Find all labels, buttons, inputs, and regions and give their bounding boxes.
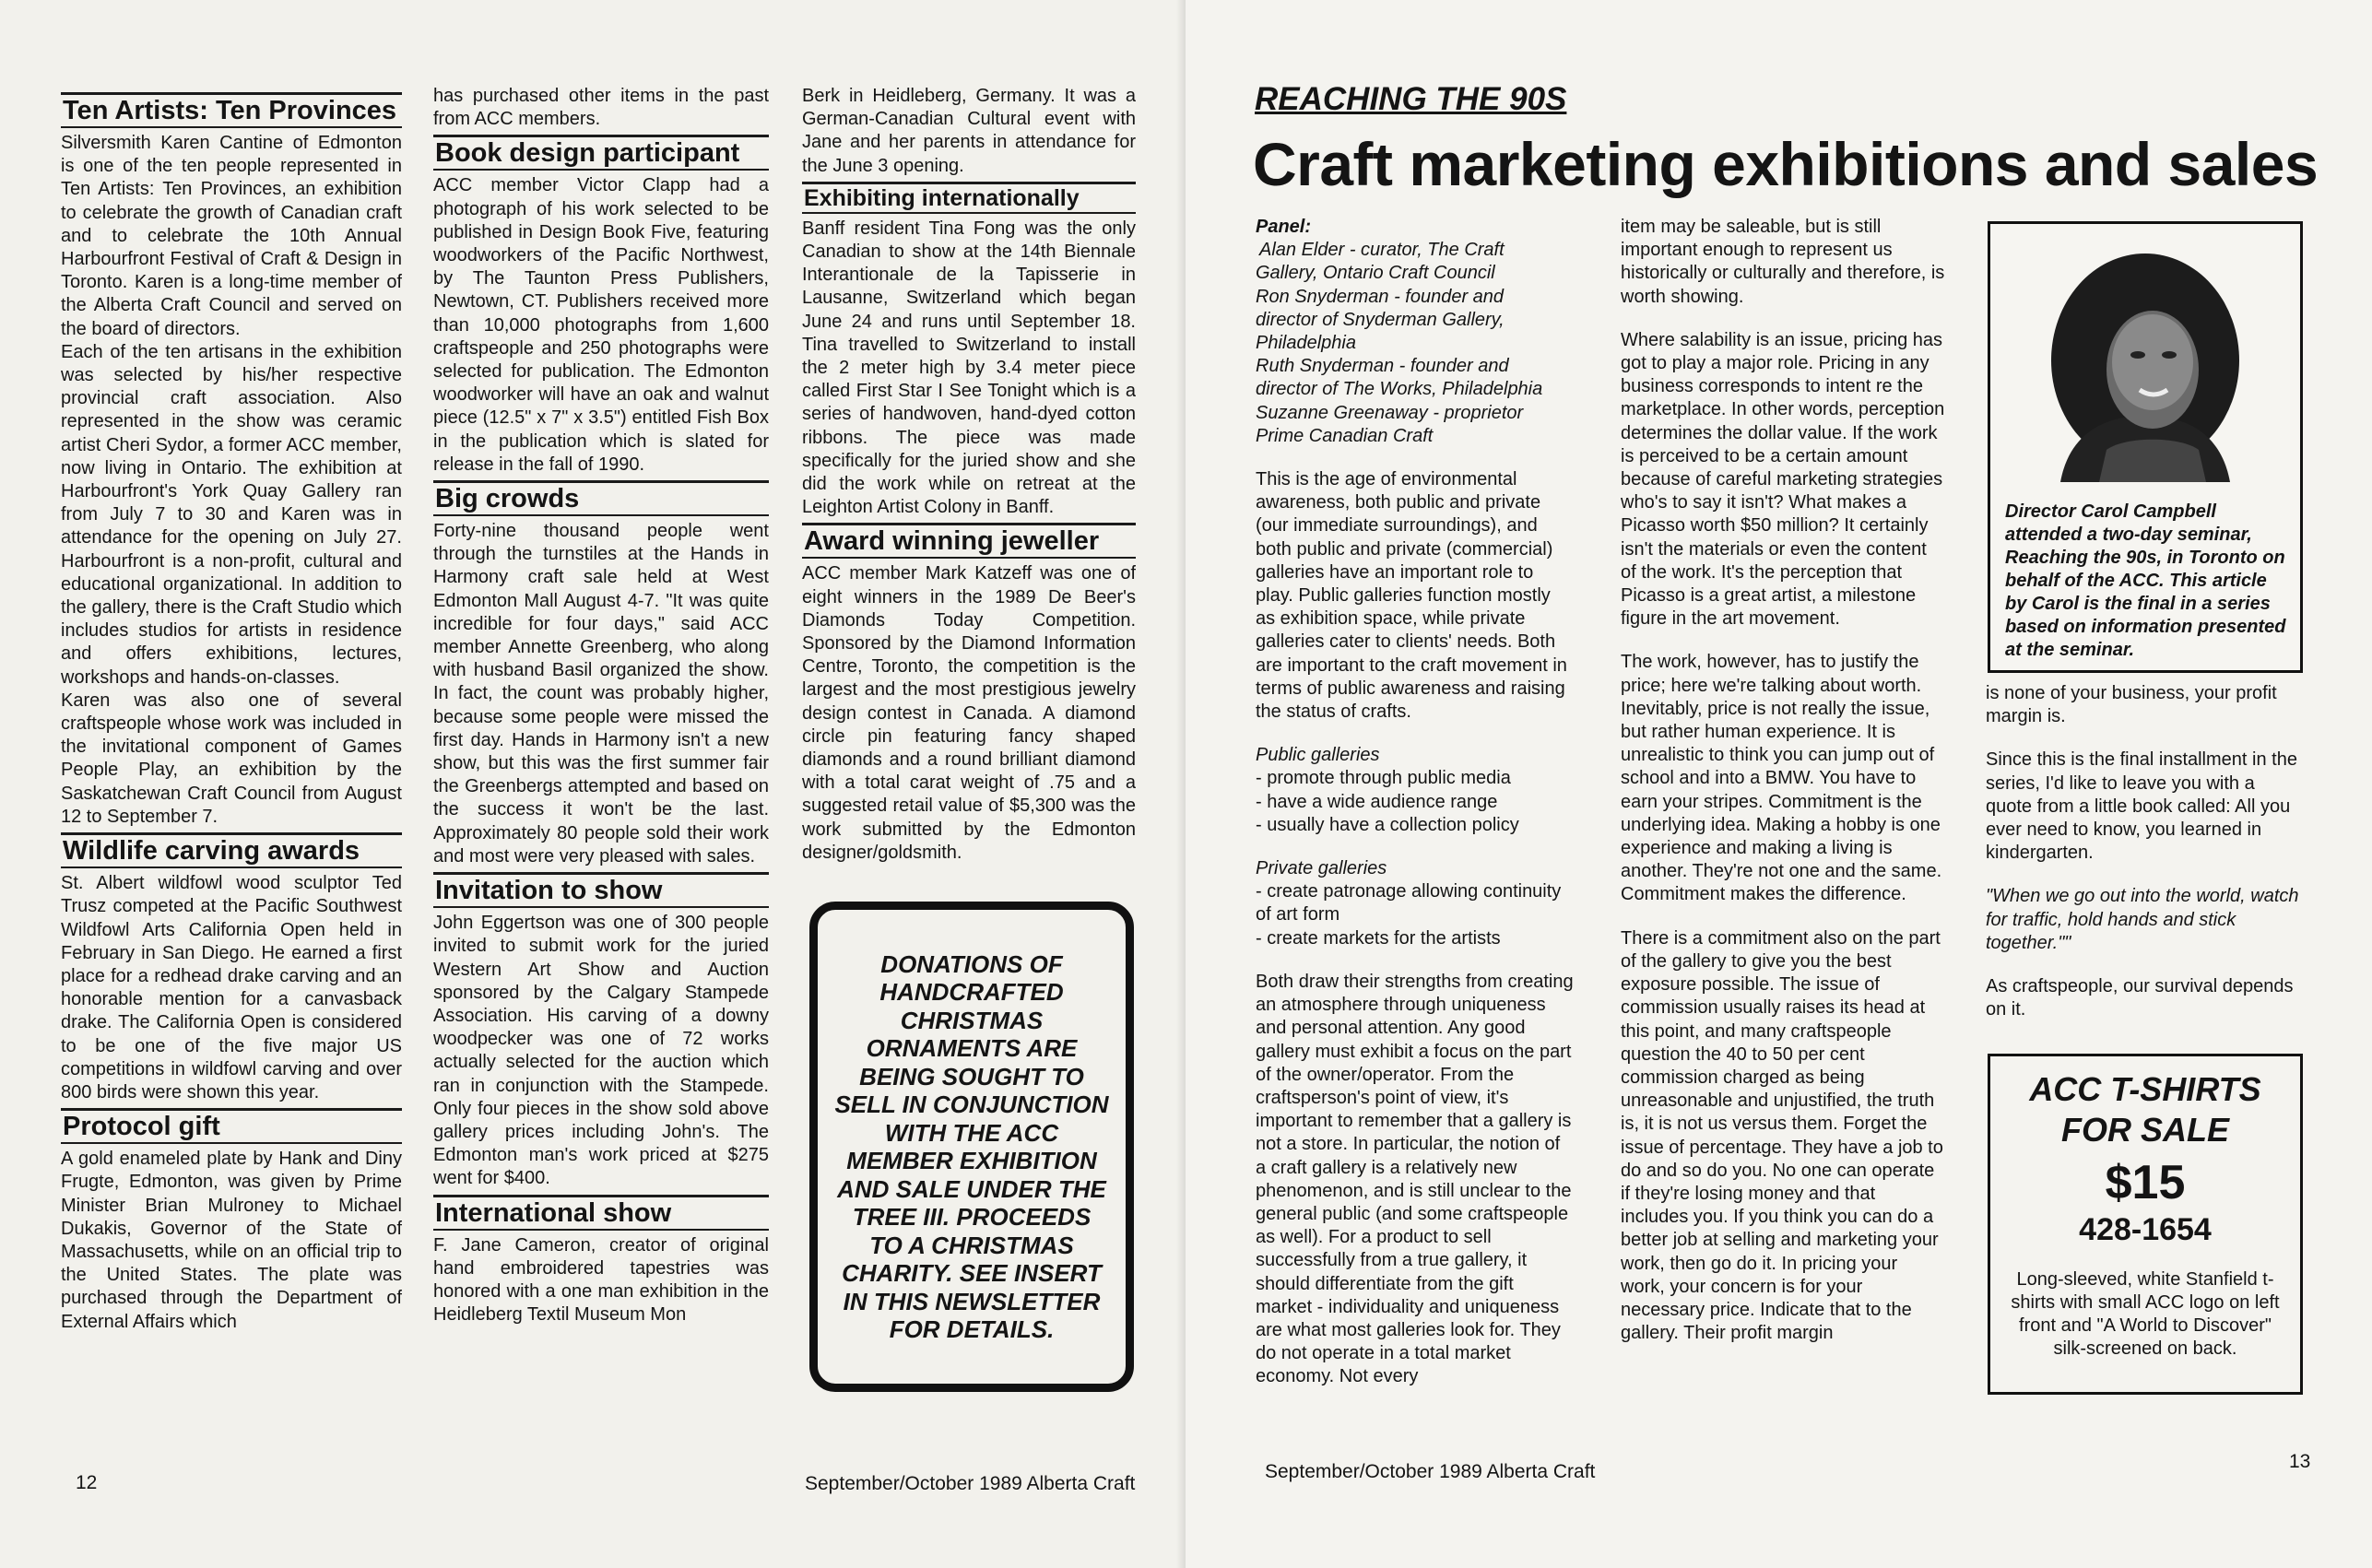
private-item-2: - create markets for the artists <box>1256 927 1501 949</box>
left-column-2 <box>433 85 769 1394</box>
panel-line-3: Ron Snyderman - founder and <box>1256 286 1505 307</box>
panel-label: Panel: <box>1256 217 1312 237</box>
article-para-4: Where salability is an issue, pricing has got to play a major role. Pricing in any business corresponds to intent re the marketplace. In other words, perception determines the dollar value. If the work is perceived to be a certain amount because of careful marketing strategies who's to say it isn't? What makes a Picasso worth $50 million? It certainly isn't the materials or even the content of the work. It's the perception that Picasso is a great artist, a milestone figure in the art movement. <box>1621 329 1945 630</box>
article-para-6: There is a commitment also on the part of the gallery to give you the best exposure possible. The issue of commission usually raises its head at this point, and many craftspeople question the 40 to 50 per cent commission charged as being unreasonable and unjustified, the truth is, it is not us versus them. Forget the issue of percentage. They have a job to do and so do you. No one can operate if they're losing money and that includes you. If you think you can do a better job at selling and marketing your work, then go do it. In pricing your work, your concern is for your necessary price. Indicate that to the gallery. Their profit margin <box>1621 927 1943 1344</box>
article-para-7: is none of your business, your profit margin is. <box>1986 683 2277 727</box>
protocol-para-1: A gold enameled plate by Hank and Diny Frugte, Edmonton, was given by Prime Minister Brian Mulroney to Michael Dukakis, Governor of the State of Massachusetts, while on an official trip to the United States. The plate was purchased through the Department of External Affairs which <box>61 1149 402 1332</box>
jeweller-para-1: ACC member Mark Katzeff was one of eight winners in the 1989 De Beer's Diamonds Today Competition. Sponsored by the Diamond Information Centre, Toronto, the competition is the largest and the most prestigious jewelry design contest in Canada. A diamond circle pin featuring fancy shaped diamonds and a round brilliant diamond with a total carat weight of .75 and a suggested retail value of $5,300 was the work submitted by the Edmonton designer/goldsmith. <box>802 563 1136 863</box>
right-footer: September/October 1989 Alberta Craft <box>1265 1461 1596 1482</box>
heading-invitation: Invitation to show <box>433 872 769 908</box>
ten-artists-para-2: Each of the ten artisans in the exhibition was selected by his/her respective provincial craft association. Also represented in the show was ceramic artist Cheri Sydor, a former ACC member, now living in Ontario. The exhibition at Harbourfront's York Quay Gallery ran from July 7 to 30 and Karen was in attendance for the opening on July 27. Harbourfront is a non-profit, cultural and educational organizational. In addition to the gallery, there is the Craft Studio which includes studios for artists in residence and offers exhibitions, lectures, workshops and hands-on-classes. <box>61 341 402 688</box>
ten-artists-para-3: Karen was also one of several craftspeople whose work was included in the invitational component of Games People Play, an exhibition by the Saskatchewan Craft Council from August 12 to September 7. <box>61 690 402 827</box>
panel-line-6: Ruth Snyderman - founder and <box>1256 356 1509 377</box>
tshirt-phone: 428-1654 <box>2079 1212 2212 1247</box>
heading-international: International show <box>433 1195 769 1231</box>
book-para-1: ACC member Victor Clapp had a photograph of his work selected to be published in Design Book Five, featuring woodworkers of the Pacific Northwest, by The Taunton Press Publishers, Newtown, CT. Publishers received more than 10,000 photographs from 1,600 craftspeople and 250 photographs were selected for publication. The Edmonton woodworker will have an oak and walnut piece (12.5" x 7" x 3.5") entitled Fish Box in the publication which is slated for release in the fall of 1990. <box>433 175 769 475</box>
public-galleries-label: Public galleries <box>1256 745 1380 766</box>
article-headline: Craft marketing exhibitions and sales <box>1253 130 2319 198</box>
author-portrait <box>2042 252 2248 482</box>
ten-artists-para-1: Silversmith Karen Cantine of Edmonton is one of the ten people represented in Ten Artists: Ten Provinces, an exhibition to celebrate the growth of Canadian craft and to celebrate the 10th Annual Harbourfront Festival of Craft & Design in Toronto. Karen is a long-time member of the Alberta Craft Council and served on the board of directors. <box>61 133 402 339</box>
tshirt-ad <box>1988 1054 2303 1395</box>
right-column-2 <box>1621 216 1945 1405</box>
donations-text: DONATIONS OF HANDCRAFTED CHRISTMAS ORNAMENTS ARE BEING SOUGHT TO SELL IN CONJUNCTION WITH THE ACC MEMBER EXHIBITION AND SALE UNDER THE TREE III. PROCEEDS TO A CHRISTMAS CHARITY. SEE INSERT IN THIS NEWSLETTER FOR DETAILS. <box>834 949 1109 1343</box>
panel-line-5: Philadelphia <box>1256 333 1356 354</box>
article-para-9: As craftspeople, our survival depends on it. <box>1986 976 2294 1020</box>
article-para-2: Both draw their strengths from creating an atmosphere through uniqueness and personal attention. Any good gallery must exhibit a focus on the part of the owner/operator. From the craftsperson's point of view, it's important to remember that a gallery is not a store. In particular, the notion of a craft gallery is a relatively new phenomenon, and is still unclear to the general public (and some craftspeople as well). For a product to sell successfully from a true gallery, it should differentiate from the gift market - individuality and uniqueness are what most galleries look for. They do not operate in a total market economy. Not every <box>1256 971 1574 1387</box>
public-item-2: - have a wide audience range <box>1256 791 1498 812</box>
left-footer: September/October 1989 Alberta Craft <box>805 1473 1136 1494</box>
donations-box <box>809 902 1134 1392</box>
exhibiting-para-1: Banff resident Tina Fong was the only Canadian to show at the 14th Biennale Interantionale de la Tapisserie in Lausanne, Switzerland which began June 24 and runs until September 18. Tina travelled to Switzerland to install the 2 meter high by 3.4 meter piece called First Star I See Tonight which is a series of handwoven, hand-dyed cotton ribbons. The piece was made specifically for the juried show and she did the work while on retreat at the Leighton Artist Colony in Banff. <box>802 218 1136 518</box>
panel-line-1: Alan Elder - curator, The Craft <box>1259 240 1505 261</box>
photo-caption: Director Carol Campbell attended a two-day seminar, Reaching the 90s, in Toronto on behalf of the ACC. This article by Carol is the final in a series based on information presented at the seminar. <box>2005 501 2286 660</box>
series-kicker: REACHING THE 90S <box>1255 81 1567 117</box>
right-page-number: 13 <box>2289 1451 2311 1472</box>
heading-protocol: Protocol gift <box>61 1108 402 1144</box>
left-page-number: 12 <box>76 1472 98 1493</box>
wildlife-para-1: St. Albert wildfowl wood sculptor Ted Trusz competed at the Pacific Southwest Wildfowl Arts California Open held in February in San Diego. He earned a first place for a redhead drake carving and an honorable mention for a canvasback drake. The California Open is considered to be one of the five major US competitions in wildfowl carving and over 800 birds were shown this year. <box>61 873 402 1102</box>
col2-lead-in: has purchased other items in the past from ACC members. <box>433 86 769 130</box>
panel-line-2: Gallery, Ontario Craft Council <box>1256 263 1495 284</box>
panel-line-7: director of The Works, Philadelphia <box>1256 379 1543 400</box>
private-galleries-label: Private galleries <box>1256 858 1387 879</box>
panel-line-8: Suzanne Greenaway - proprietor <box>1256 402 1524 423</box>
tshirt-description: Long-sleeved, white Stanfield t-shirts with small ACC logo on left front and "A World to Discover" silk-screened on back. <box>2011 1269 2280 1359</box>
article-para-8: Since this is the final installment in the series, I'd like to leave you with a quote from a little book called: All you ever need to know, you learned in kindergarten. <box>1986 749 2297 864</box>
left-column-1 <box>61 92 402 1392</box>
right-column-1 <box>1256 216 1575 1405</box>
heading-ten-artists: Ten Artists: Ten Provinces <box>61 92 402 128</box>
public-item-1: - promote through public media <box>1256 768 1511 789</box>
heading-exhibiting: Exhibiting internationally <box>802 182 1136 214</box>
heading-jeweller: Award winning jeweller <box>802 523 1136 559</box>
heading-big-crowds: Big crowds <box>433 480 769 516</box>
heading-book-design: Book design participant <box>433 135 769 171</box>
private-item-1: - create patronage allowing continuity of art form <box>1256 881 1562 925</box>
right-column-3 <box>1986 682 2305 1032</box>
kindergarten-quote: "When we go out into the world, watch for traffic, hold hands and stick together."" <box>1986 886 2299 953</box>
crowds-para-1: Forty-nine thousand people went through the turnstiles at the Hands in Harmony craft sale held at West Edmonton Mall August 4-7. "It was quite incredible for four days," said ACC member Annette Greenberg, who along with husband Basil organized the show. In fact, the count was probably higher, because some people were missed the first day. Hands in Harmony isn't a new show, but this was the first summer fair the Greenbergs attempted and based on the success it won't be the last. Approximately 80 people sold their work and most were very pleased with sales. <box>433 521 769 867</box>
article-para-1: This is the age of environmental awareness, both public and private (our immediate surroundings), and both public and private (commercial) galleries have an important role to play. Public galleries function mostly as exhibition space, while private galleries cater to clients' needs. Both are important to the craft movement in terms of public awareness and raising the status of crafts. <box>1256 469 1567 723</box>
public-item-3: - usually have a collection policy <box>1256 814 1519 835</box>
invitation-para-1: John Eggertson was one of 300 people invited to submit work for the juried Western Art Show and Auction sponsored by the Calgary Stampede Association. His carving of a downy woodpecker was one of 72 works actually selected for the auction which ran in conjunction with the Stampede. Only four pieces in the show sold above gallery prices including John's. The Edmonton man's work priced at $275 went for $400. <box>433 913 769 1189</box>
panel-line-9: Prime Canadian Craft <box>1256 425 1434 446</box>
left-column-3 <box>802 85 1136 887</box>
international-para-1: F. Jane Cameron, creator of original hand embroidered tapestries was honored with a one man exhibition in the Heidleberg Textil Museum Mon <box>433 1234 769 1326</box>
right-page <box>1186 0 2372 1568</box>
panel-line-4: director of Snyderman Gallery, <box>1256 309 1505 330</box>
article-para-5: The work, however, has to justify the price; here we're talking about worth. Inevitably, price is not really the issue, but rather human experience. It is unrealistic to think you can jump out of school and into a BMW. You have to earn your stripes. Commitment is the underlying idea. Making a hobby is one experience and making a living is another. They're not one and the same. Commitment makes the difference. <box>1621 652 1942 905</box>
author-photo-box <box>1988 221 2303 673</box>
col3-lead-in: Berk in Heidleberg, Germany. It was a German-Canadian Cultural event with Jane and her parents in attendance for the June 3 opening. <box>802 86 1136 176</box>
tshirt-title: ACC T-SHIRTS FOR SALE <box>2029 1070 2261 1149</box>
heading-wildlife: Wildlife carving awards <box>61 832 402 868</box>
tshirt-price: $15 <box>2105 1156 2186 1209</box>
article-para-3: item may be saleable, but is still important enough to represent us historically or culturally and therefore, is worth showing. <box>1621 217 1945 307</box>
